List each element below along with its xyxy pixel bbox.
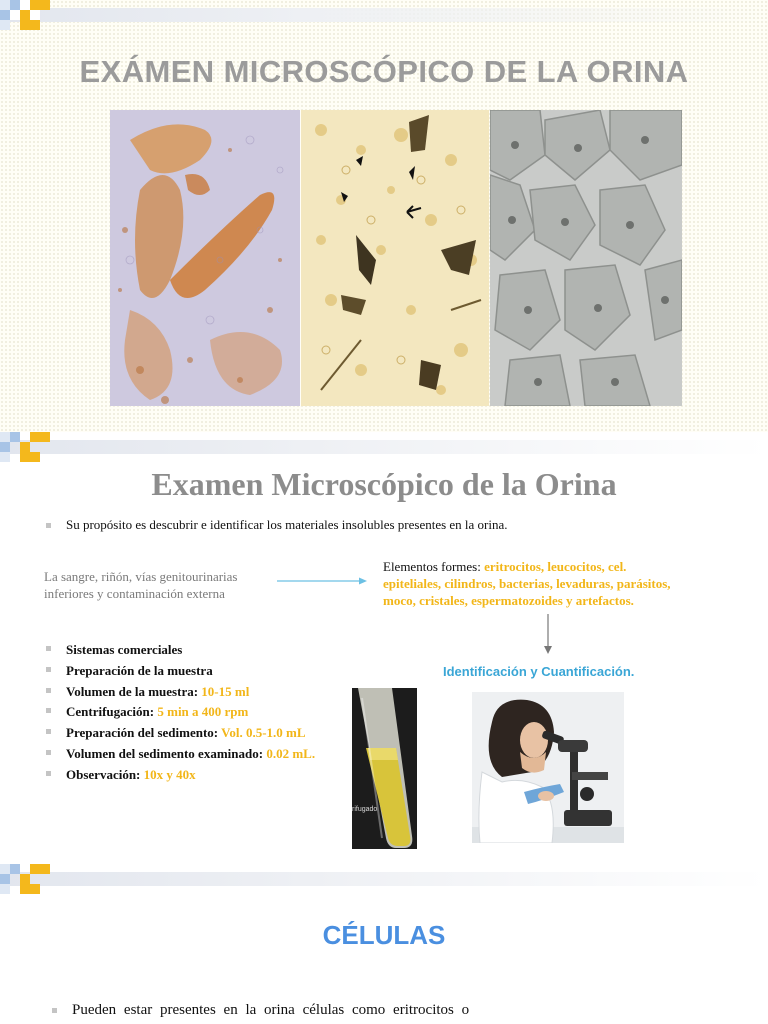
formed-elements-text: Elementos formes: eritrocitos, leucocitos, cel. epiteliales, cilindros, bacterias, levaduras, parásitos, moco, cristales, espermatozoides y artefactos. <box>383 559 671 608</box>
arrow-down-icon <box>542 614 554 654</box>
scientist-microscope-image <box>472 692 624 843</box>
urine-crystals-image <box>301 110 489 406</box>
tube-caption: rifugado <box>352 806 378 813</box>
corner-decoration <box>0 0 768 30</box>
slide-3-title: CÉLULAS <box>322 920 446 950</box>
slide-3 <box>0 864 768 1024</box>
procedure-list <box>46 640 315 786</box>
list-item: Preparación de la muestra <box>46 661 315 682</box>
cells-text: Pueden estar presentes en la orina células como eritrocitos o <box>52 1002 469 1019</box>
list-item: Centrifugación: 5 min a 400 rpm <box>46 702 315 723</box>
centrifuged-tube-image <box>352 688 417 849</box>
list-item: Volumen de la muestra: 10-15 ml <box>46 682 315 703</box>
list-item: Preparación del sedimento: Vol. 0.5-1.0 mL <box>46 723 315 744</box>
slide-1-title: EXÁMEN MICROSCÓPICO DE LA ORINA <box>79 54 689 89</box>
sources-text: La sangre, riñón, vías genitourinarias inferiores y contaminación externa <box>44 569 238 601</box>
bullet-marker <box>46 523 51 528</box>
slide-1 <box>0 0 768 432</box>
purpose-text: Su propósito es descubrir e identificar los materiales insolubles presentes en la orina. <box>46 517 508 533</box>
list-item: Observación: 10x y 40x <box>46 765 315 786</box>
slide-2 <box>0 432 768 864</box>
corner-decoration <box>0 864 768 894</box>
arrow-right-icon <box>277 576 367 586</box>
slide-2-title: Examen Microscópico de la Orina <box>151 466 617 502</box>
epithelial-cells-image <box>490 110 682 406</box>
corner-decoration <box>0 432 768 462</box>
list-item: Sistemas comerciales <box>46 640 315 661</box>
urine-casts-image <box>110 110 300 406</box>
bullet-marker <box>52 1008 57 1013</box>
identification-heading: Identificación y Cuantificación. <box>443 664 635 679</box>
list-item: Volumen del sedimento examinado: 0.02 mL. <box>46 744 315 765</box>
